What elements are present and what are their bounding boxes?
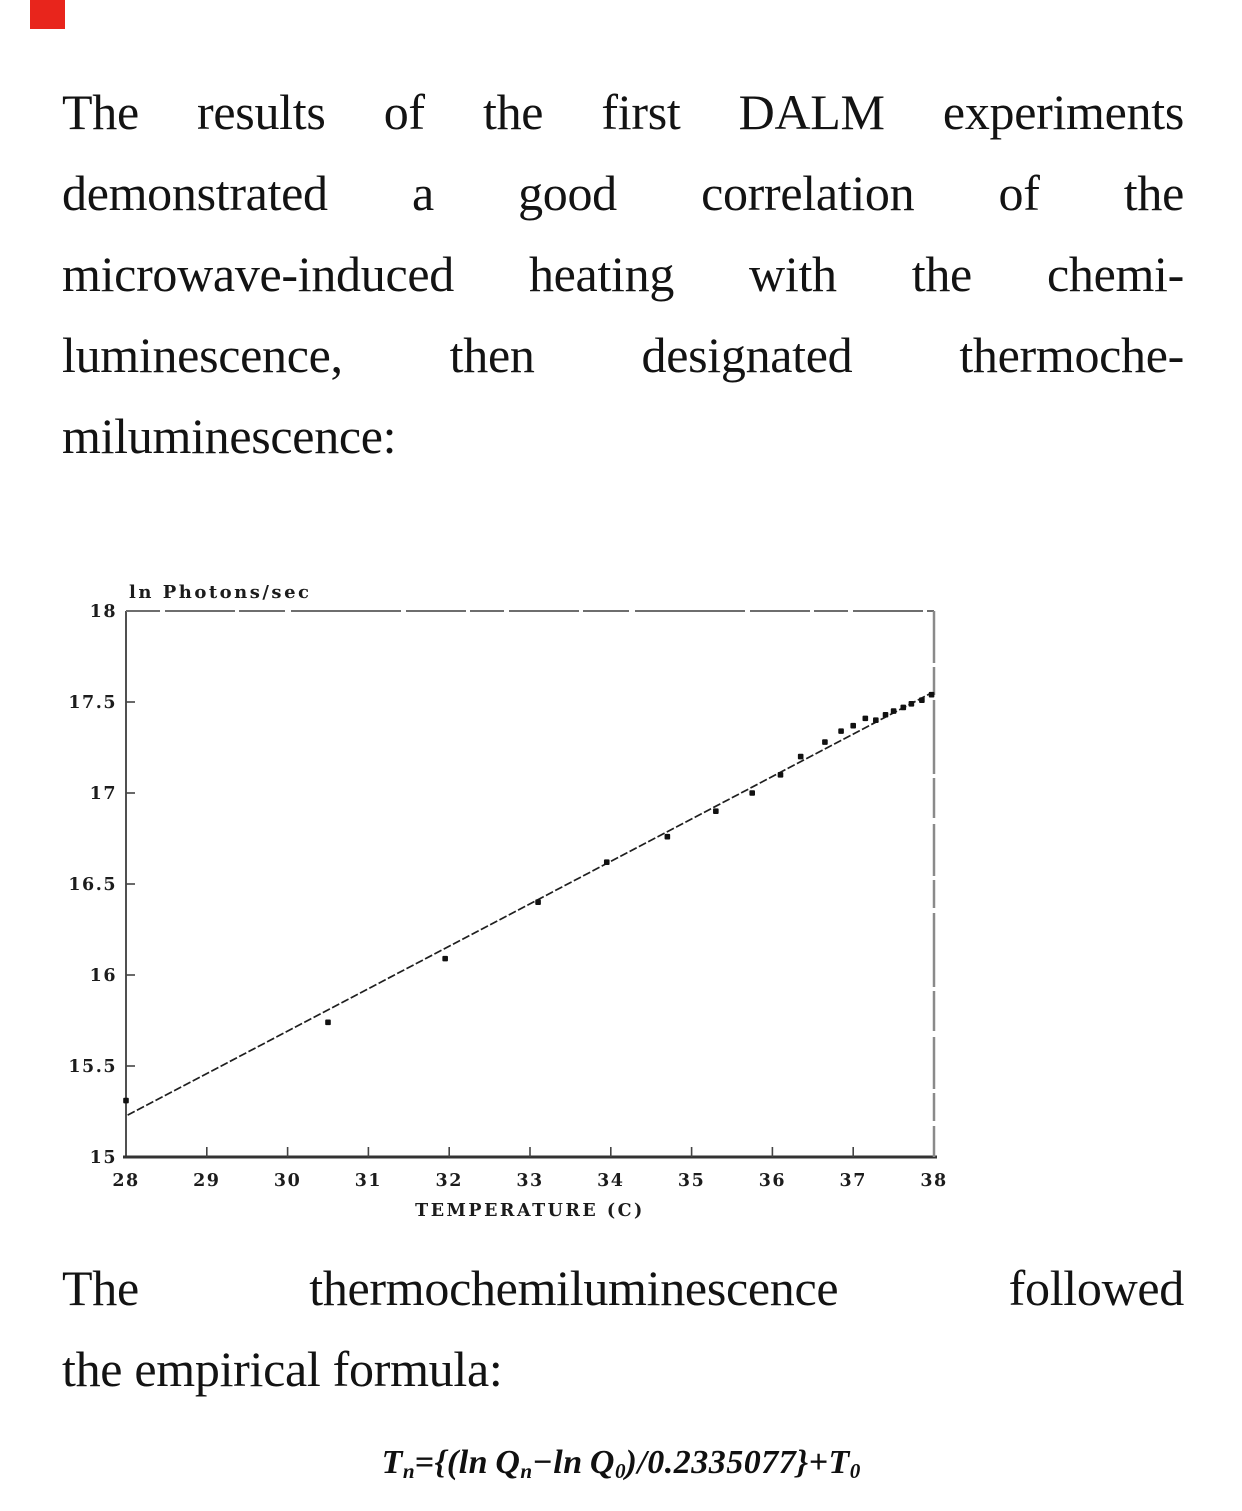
red-corner-marker [30, 0, 65, 29]
thermochemiluminescence-scatter-chart [0, 555, 1242, 1245]
intro-paragraph [62, 72, 1184, 477]
data-point [883, 712, 889, 718]
data-point [123, 1098, 129, 1104]
y-tick-label: 17.5 [68, 693, 117, 713]
empirical-formula [0, 1444, 1242, 1482]
x-axis-title: TEMPERATURE (C) [415, 1201, 645, 1221]
y-tick-label: 17 [89, 784, 117, 804]
formula-subscript: 0 [614, 1458, 626, 1483]
data-point [822, 739, 828, 745]
paragraph-line: demonstrated a good correlation of the [62, 165, 1184, 221]
data-point [900, 705, 906, 711]
formula-term: Q [589, 1444, 615, 1481]
data-point [838, 728, 844, 734]
data-point [863, 716, 869, 722]
data-point [909, 701, 915, 707]
paragraph-line: miluminescence: [62, 408, 397, 464]
paragraph-line: The thermochemiluminescence followed [62, 1260, 1184, 1316]
x-tick-label: 35 [677, 1171, 706, 1191]
data-point [535, 899, 541, 905]
data-point [929, 692, 935, 698]
data-point [873, 717, 879, 723]
data-point [749, 790, 755, 796]
paragraph-line: The results of the first DALM experiments [62, 84, 1184, 140]
formula-term: ={(ln [414, 1444, 496, 1481]
formula-term: + [808, 1444, 829, 1481]
data-point [850, 723, 856, 729]
data-point [325, 1020, 331, 1026]
formula-subscript: n [520, 1458, 533, 1483]
data-point [798, 754, 804, 760]
y-tick-label: 16.5 [68, 875, 117, 895]
y-tick-label: 18 [89, 602, 117, 622]
fit-line [128, 693, 932, 1115]
x-tick-label: 38 [920, 1171, 948, 1191]
y-tick-label: 16 [89, 966, 117, 986]
x-tick-label: 33 [516, 1171, 544, 1191]
x-tick-label: 29 [193, 1171, 221, 1191]
closing-paragraph [62, 1248, 1184, 1410]
data-point [665, 834, 671, 840]
paragraph-line: microwave-induced heating with the chemi- [62, 246, 1184, 302]
paragraph-line: the empirical formula: [62, 1341, 503, 1397]
x-tick-label: 28 [112, 1171, 140, 1191]
chart-title: ln Photons/sec [129, 582, 312, 603]
x-tick-label: 34 [597, 1171, 625, 1191]
paragraph-line: luminescence, then designated thermoche- [62, 327, 1184, 383]
y-tick-label: 15.5 [68, 1057, 117, 1077]
chart-canvas [0, 555, 1242, 1245]
formula-term: )/0.2335077} [625, 1444, 809, 1481]
x-tick-label: 32 [435, 1171, 463, 1191]
formula-term: Q [495, 1444, 521, 1481]
data-point [442, 956, 448, 962]
data-point [919, 697, 925, 703]
x-tick-label: 30 [273, 1171, 302, 1191]
data-point [604, 859, 610, 865]
data-point [713, 808, 719, 814]
formula-subscript: 0 [849, 1458, 861, 1483]
x-tick-label: 31 [354, 1171, 383, 1191]
formula-term: T [828, 1444, 850, 1481]
data-point [891, 708, 897, 714]
y-tick-label: 15 [89, 1148, 117, 1168]
formula-term: −ln [532, 1444, 590, 1481]
x-tick-label: 37 [839, 1171, 867, 1191]
data-point [778, 772, 784, 778]
formula-term: T [381, 1444, 403, 1481]
x-tick-label: 36 [758, 1171, 787, 1191]
formula-subscript: n [402, 1458, 415, 1483]
